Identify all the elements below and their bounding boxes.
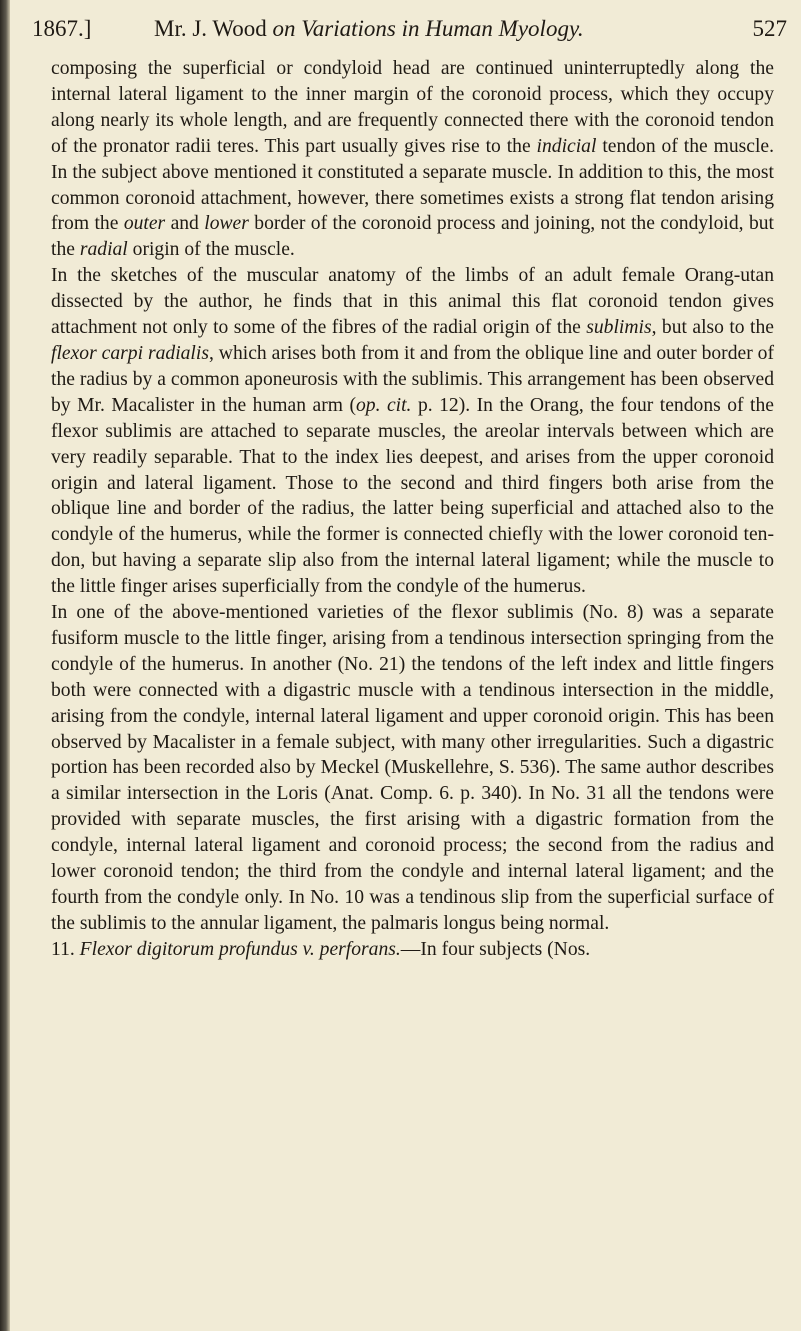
running-head-title	[154, 12, 584, 46]
paragraph-2	[51, 263, 774, 600]
italic-text-run: flexor carpi radialis	[51, 342, 209, 364]
running-head-author: Mr. J. Wood	[154, 16, 267, 41]
italic-text-run: lower	[204, 213, 249, 235]
journal-page	[14, 0, 801, 1331]
italic-text-run: radial	[79, 239, 128, 261]
italic-text-run: outer	[123, 213, 166, 235]
text-run: In one of the above-mentioned varieties of the flexor sublimis (No. 8) was a separate fusiform muscle to the little finger, arising from a tendinous intersection springing from the condyle of the humerus. In another (No. 21) the tendons of the left index and little fingers both were connected with a digastric muscle with a tendinous intersection in the middle, arising from the condyle, internal lateral ligament and upper coronoid origin. This has been observed by Macalister in a female subject, with many other irregularities. Such a digastric portion has been recorded also by Meckel (Muskellehre, S. 536). The same author describes a similar intersection in the Loris (Anat. Comp. 6. p. 340). In No. 31 all the tendons were provided with separate muscles, the first arising with a digastric formation from the condyle, internal lateral ligament and coronoid process; the second from the radius and lower coronoid tendon; the third from the condyle and internal lateral ligament; and the fourth from the condyle only. In No. 10 was a tendinous slip from the superficial surface of the sublimis to the annular ligament, the palmaris longus being normal.	[51, 602, 774, 934]
text-run: In the sketches of the muscular anatomy of the limbs of an adult female Orang-utan dissected by the author, he finds that in this animal this flat coronoid tendon gives attachment not only to some of the fibres of the radial origin of the	[51, 265, 774, 339]
italic-text-run: op. cit.	[355, 394, 412, 416]
text-run: tendon of the muscle. In the subject above mentioned it constituted a separate muscle. In addition to this, the most common coronoid attachment, however, there sometimes exists a strong flat tendon arising from the	[51, 135, 774, 235]
text-run: , which arises both from it and from the oblique line and outer border of the radius by a common aponeurosis with the sublimis. This arrangement has been observed by Mr. Macalister in the human arm (	[51, 342, 774, 416]
italic-text-run: indicial	[536, 135, 597, 157]
running-head-year: 1867.]	[32, 16, 92, 41]
text-run: origin of the muscle.	[127, 239, 295, 261]
text-run: , but also to the	[651, 317, 774, 339]
book-spine-shadow	[0, 0, 10, 1331]
paragraph-3	[51, 600, 774, 937]
running-head	[32, 12, 787, 46]
italic-text-run: Flexor digitorum profundus v. perforans.	[79, 938, 401, 960]
text-run: composing the superficial or condyloid head are continued uninterruptedly along the internal lateral ligament to the inner margin of the coronoid process, which they occupy along nearly its whole length, and are frequently connected there with the coronoid tendon of the pronator radii teres. This part usually gives rise to the	[51, 58, 774, 157]
text-run: and	[165, 213, 205, 235]
text-run: border of the coronoid process and joining, not the condyloid, but the	[51, 213, 774, 261]
page-number: 527	[752, 16, 787, 41]
text-run: 11.	[51, 938, 80, 960]
body-text	[51, 56, 774, 963]
italic-text-run: sublimis	[586, 317, 652, 339]
paragraph-4	[51, 937, 774, 963]
text-run: p. 12). In the Orang, the four tendons of the flexor sublimis are attached to separate muscles, the areolar intervals between which are very readily separable. That to the index lies deepest, and arises from the upper coronoid origin and lateral ligament. Those to the second and third fingers both arise from the oblique line and border of the radius, the latter being superficial and attached also to the condyle of the humerus, while the former is connected chiefly with the lower coronoid tendon, but having a separate slip also from the internal lateral ligament; while the muscle to the little finger arises superficially from the condyle of the humerus.	[51, 394, 774, 598]
text-run: —In four subjects (Nos.	[400, 938, 591, 960]
paragraph-1	[51, 56, 774, 263]
running-head-italic-title: on Variations in Human Myology.	[272, 16, 584, 41]
